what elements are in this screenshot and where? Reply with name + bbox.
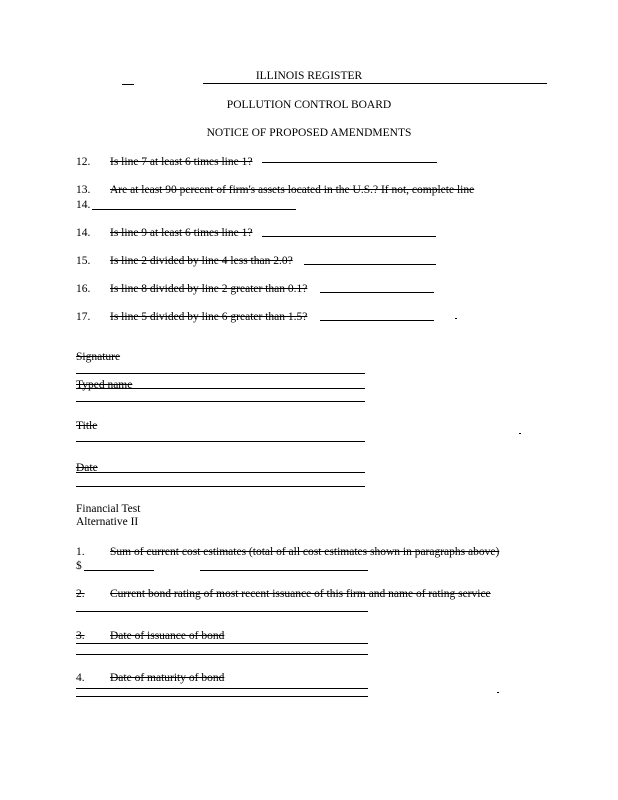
item-1-dollar-sign: $ [76, 560, 82, 572]
signature-line[interactable] [76, 373, 365, 374]
question-17-text: Is line 5 divided by line 6 greater than 1.5? [110, 311, 308, 323]
item-3-text: Date of issuance of bond [110, 630, 225, 642]
title-label: Title [76, 420, 98, 432]
question-13-continuation-number: 14. [76, 199, 91, 211]
question-12-text: Is line 7 at least 6 times line 1? [110, 156, 253, 168]
question-16-text: Is line 8 divided by line 2 greater than 0.1? [110, 283, 308, 295]
item-2-number: 2. [76, 588, 85, 600]
question-16-number: 16. [76, 283, 91, 295]
question-17-answer-line[interactable] [320, 320, 434, 321]
question-15-number: 15. [76, 255, 91, 267]
question-14-answer-line[interactable] [262, 236, 436, 237]
financial-test-heading: Financial Test [76, 503, 141, 515]
question-15-answer-line[interactable] [304, 264, 436, 265]
item-1-answer-line[interactable] [84, 570, 154, 571]
typed-name-label: Typed name [76, 379, 133, 391]
item-1-answer-line-ext[interactable] [200, 570, 368, 571]
register-title: ILLINOIS REGISTER [255, 70, 363, 82]
question-16-answer-line[interactable] [320, 292, 434, 293]
header-mark [122, 84, 134, 85]
item-4-answer-line-lower[interactable] [76, 696, 368, 697]
item-4-answer-line-upper[interactable] [76, 688, 368, 689]
header-rule [203, 83, 547, 84]
stray-mark-3 [497, 692, 499, 693]
item-4-text: Date of maturity of bond [110, 672, 225, 684]
board-title: POLLUTION CONTROL BOARD [226, 99, 392, 111]
question-14-number: 14. [76, 227, 91, 239]
item-1-number: 1. [76, 546, 85, 558]
date-label: Date [76, 462, 98, 474]
question-12-number: 12. [76, 156, 91, 168]
question-13-text: Are at least 90 percent of firm's assets located in the U.S.? If not, complete line [110, 184, 475, 196]
item-2-answer-line[interactable] [76, 611, 368, 612]
title-line[interactable] [76, 441, 365, 442]
question-13-number: 13. [76, 184, 91, 196]
typed-name-line-upper[interactable] [76, 388, 365, 389]
item-1-text: Sum of current cost estimates (total of all cost estimates shown in paragraphs above) [110, 546, 500, 558]
date-line-lower[interactable] [76, 486, 365, 487]
question-15-text: Is line 2 divided by line 4 less than 2.0? [110, 255, 293, 267]
signature-label: Signature [76, 351, 121, 363]
item-3-answer-line-upper[interactable] [76, 643, 368, 644]
question-14-text: Is line 9 at least 6 times line 1? [110, 227, 253, 239]
question-12-answer-line[interactable] [262, 162, 437, 163]
question-17-number: 17. [76, 311, 91, 323]
financial-test-alternative: Alternative II [76, 516, 139, 528]
item-4-number: 4. [76, 672, 85, 684]
notice-title: NOTICE OF PROPOSED AMENDMENTS [206, 127, 412, 139]
question-13-answer-line[interactable] [92, 209, 296, 210]
item-3-answer-line-lower[interactable] [76, 654, 368, 655]
stray-mark-2 [519, 433, 521, 434]
item-2-text: Current bond rating of most recent issuance of this firm and name of rating service [110, 588, 491, 600]
item-3-number: 3. [76, 630, 85, 642]
date-line-upper[interactable] [76, 472, 365, 473]
stray-mark [455, 318, 457, 319]
typed-name-line-lower[interactable] [76, 401, 365, 402]
